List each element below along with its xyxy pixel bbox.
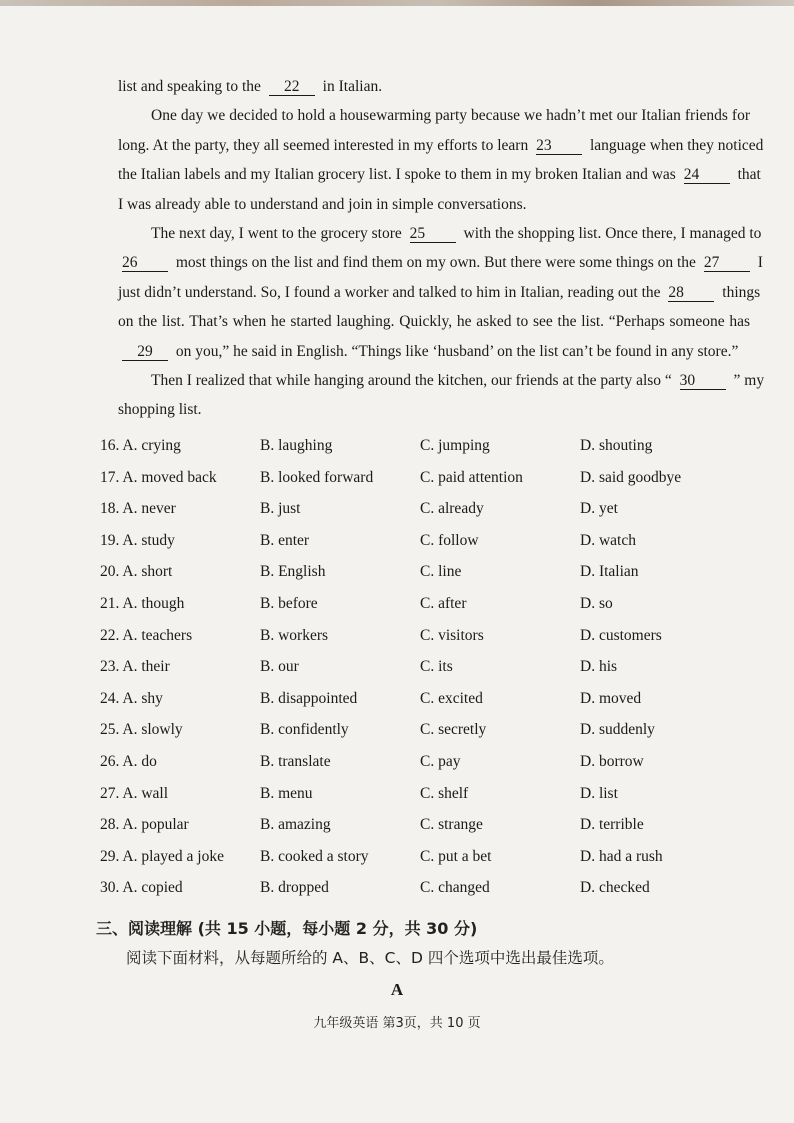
- option-b: B. English: [260, 563, 326, 581]
- option-d: D. shouting: [580, 437, 653, 454]
- passage-text: that: [737, 166, 761, 184]
- passage-text: list and speaking to the: [118, 78, 261, 95]
- question-row: [100, 462, 700, 494]
- option-a: 29. A. played a joke: [100, 847, 224, 865]
- passage-line-5: I was already able to understand and join in simple conversations.: [118, 195, 527, 213]
- question-row: [100, 714, 700, 746]
- option-a: 28. A. popular: [100, 816, 189, 834]
- option-b: B. before: [260, 594, 318, 612]
- passage-text: the Italian labels and my Italian grocery list. I spoke to them in my broken Italian and was: [118, 166, 676, 184]
- question-row: [100, 746, 700, 778]
- option-d: D. so: [580, 594, 613, 612]
- passage-text: long. At the party, they all seemed interested in my efforts to learn: [118, 136, 529, 154]
- option-a: 26. A. do: [100, 752, 157, 770]
- option-a: 17. A. moved back: [100, 468, 217, 486]
- option-d: D. yet: [580, 500, 618, 518]
- option-d: D. said goodbye: [580, 468, 682, 486]
- option-b: B. disappointed: [260, 689, 358, 707]
- option-b: B. looked forward: [260, 468, 374, 486]
- passage-text: language when they noticed: [589, 136, 764, 154]
- blank-28: 28: [668, 285, 714, 302]
- passage-line-10: [118, 337, 750, 366]
- blank-29: 29: [122, 344, 168, 361]
- option-d: D. watch: [580, 531, 636, 549]
- part-label: A: [390, 980, 404, 999]
- option-b: B. workers: [260, 626, 329, 644]
- option-c: C. follow: [420, 531, 479, 549]
- answer-options: [100, 430, 700, 904]
- option-c: C. after: [420, 594, 467, 612]
- option-b: B. amazing: [260, 816, 331, 834]
- option-b: B. our: [260, 658, 299, 676]
- option-b: B. menu: [260, 784, 313, 802]
- passage-text: The next day, I went to the grocery store: [151, 224, 402, 242]
- question-row: [100, 620, 700, 652]
- question-row: [100, 430, 700, 462]
- option-b: B. enter: [260, 531, 310, 549]
- option-d: D. customers: [580, 626, 662, 644]
- option-c: C. line: [420, 563, 462, 581]
- question-row: [100, 556, 700, 588]
- option-c: C. excited: [420, 689, 483, 707]
- question-row: [100, 778, 700, 810]
- passage-text: Then I realized that while hanging around the kitchen, our friends at the party also “: [151, 371, 672, 389]
- option-d: D. moved: [580, 689, 642, 707]
- option-b: B. dropped: [260, 879, 329, 897]
- blank-22: 22: [269, 79, 315, 96]
- option-d: D. his: [580, 658, 618, 676]
- blank-24: 24: [684, 167, 730, 184]
- option-b: B. just: [260, 500, 301, 518]
- passage-line-12: shopping list.: [118, 401, 202, 419]
- option-c: C. already: [420, 500, 484, 518]
- option-a: 16. A. crying: [100, 437, 181, 454]
- section-instruction: 阅读下面材料，从每题所给的 A、B、C、D 四个选项中选出最佳选项。: [126, 949, 614, 967]
- option-a: 23. A. their: [100, 658, 170, 676]
- option-d: D. borrow: [580, 752, 644, 770]
- passage-line-8: [118, 278, 761, 307]
- option-a: 24. A. shy: [100, 689, 163, 707]
- passage-text: just didn’t understand. So, I found a worker and talked to him in Italian, reading out the: [118, 283, 661, 301]
- option-a: 22. A. teachers: [100, 626, 193, 644]
- option-b: B. confidently: [260, 721, 349, 739]
- option-a: 27. A. wall: [100, 784, 169, 802]
- option-b: B. laughing: [260, 437, 333, 454]
- passage-line-3: [118, 131, 764, 160]
- passage-line-7: [118, 248, 763, 277]
- option-c: C. put a bet: [420, 847, 492, 865]
- question-row: [100, 872, 700, 904]
- blank-25: 25: [410, 226, 456, 243]
- option-c: C. pay: [420, 752, 461, 770]
- passage-text: ” my: [733, 371, 765, 389]
- passage-text: things: [722, 283, 761, 301]
- blank-27: 27: [704, 255, 750, 272]
- option-b: B. translate: [260, 752, 331, 770]
- question-row: [100, 525, 700, 557]
- option-c: C. jumping: [420, 437, 490, 454]
- blank-26: 26: [122, 255, 168, 272]
- blank-23: 23: [536, 138, 582, 155]
- passage-line-9: on the list. That’s when he started laughing. Quickly, he asked to see the list. “Perhaps someone has: [118, 313, 750, 331]
- passage-line-11: [118, 366, 765, 395]
- passage-text: in Italian.: [322, 78, 383, 95]
- question-row: [100, 841, 700, 873]
- passage-text: with the shopping list. Once there, I managed to: [463, 224, 762, 242]
- option-c: C. paid attention: [420, 468, 523, 486]
- cloze-passage: [118, 72, 765, 425]
- option-a: 25. A. slowly: [100, 721, 183, 739]
- option-b: B. cooked a story: [260, 847, 369, 865]
- option-d: D. suddenly: [580, 721, 655, 739]
- passage-line-6: [118, 219, 762, 248]
- page-footer: 九年级英语 第3页，共 10 页: [313, 1016, 481, 1031]
- passage-line-2: One day we decided to hold a housewarming party because we hadn’t met our Italian friends for: [151, 107, 750, 125]
- option-c: C. its: [420, 658, 453, 676]
- scan-top-edge: [0, 0, 794, 6]
- option-a: 18. A. never: [100, 500, 176, 518]
- passage-text: I: [757, 254, 763, 272]
- question-row: [100, 651, 700, 683]
- option-c: C. strange: [420, 816, 483, 834]
- passage-line-1: [118, 72, 750, 101]
- option-c: C. shelf: [420, 784, 469, 802]
- blank-30: 30: [680, 373, 726, 390]
- option-c: C. changed: [420, 879, 490, 897]
- option-d: D. Italian: [580, 563, 639, 581]
- question-row: [100, 809, 700, 841]
- option-a: 20. A. short: [100, 563, 173, 581]
- option-d: D. had a rush: [580, 847, 663, 865]
- option-c: C. secretly: [420, 721, 487, 739]
- question-row: [100, 683, 700, 715]
- option-a: 21. A. though: [100, 594, 185, 612]
- section-heading: 三、阅读理解 (共 15 小题，每小题 2 分，共 30 分): [96, 919, 478, 938]
- question-row: [100, 588, 700, 620]
- passage-text: on you,” he said in English. “Things like ‘husband’ on the list can’t be found in any store.”: [175, 342, 739, 360]
- option-c: C. visitors: [420, 626, 484, 644]
- passage-line-4: [118, 160, 761, 189]
- option-d: D. terrible: [580, 816, 644, 834]
- option-a: 19. A. study: [100, 531, 175, 549]
- option-d: D. checked: [580, 879, 650, 897]
- option-d: D. list: [580, 784, 618, 802]
- option-a: 30. A. copied: [100, 879, 183, 897]
- question-row: [100, 493, 700, 525]
- passage-text: most things on the list and find them on my own. But there were some things on the: [175, 254, 696, 272]
